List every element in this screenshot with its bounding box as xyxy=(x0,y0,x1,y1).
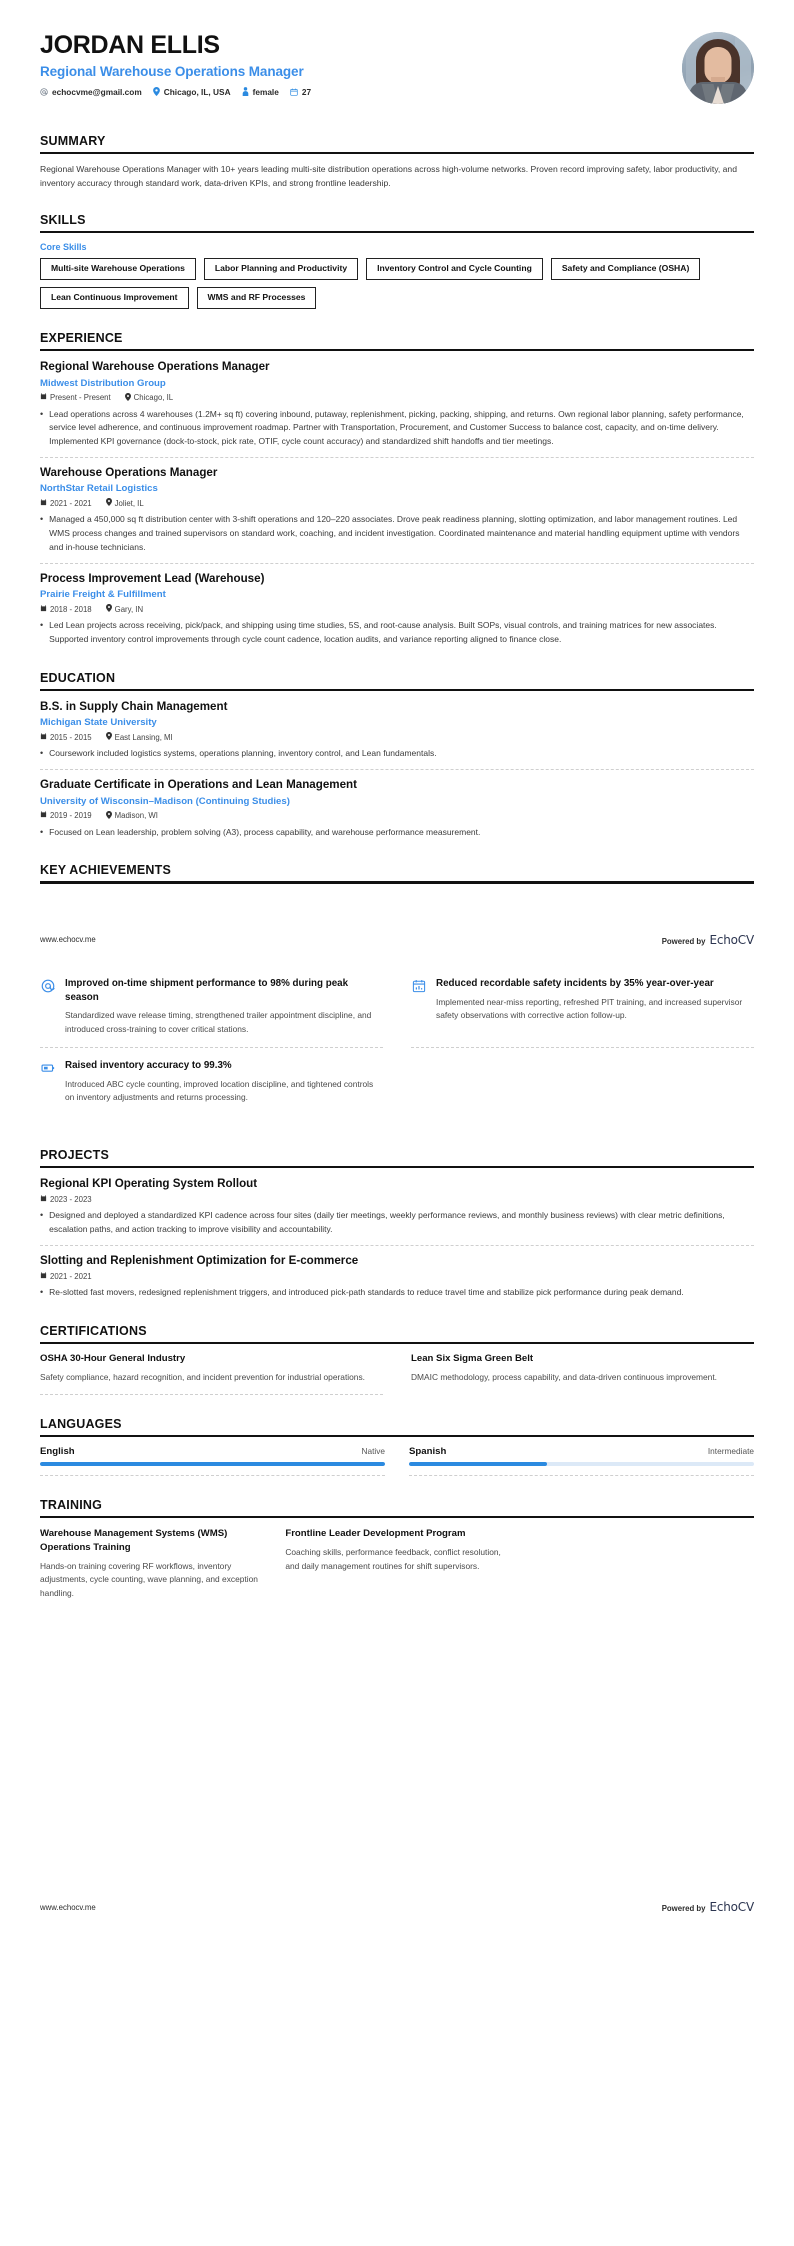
experience-dates-text: 2018 - 2018 xyxy=(50,604,92,614)
header-identity xyxy=(40,30,311,97)
battery-icon xyxy=(40,1060,56,1076)
experience-bullets xyxy=(40,619,754,647)
experience-dates-text: 2021 - 2021 xyxy=(50,498,92,508)
section-divider xyxy=(40,1435,754,1437)
bottom-spacer xyxy=(0,1600,794,1900)
languages-grid xyxy=(40,1446,754,1476)
bullet-item xyxy=(40,826,754,840)
experience-location-text: Chicago, IL xyxy=(133,393,174,403)
experience-location xyxy=(106,498,144,508)
skill-chip: Safety and Compliance (OSHA) xyxy=(551,258,701,280)
section-languages xyxy=(40,1417,754,1476)
bullet-dot: • xyxy=(40,514,44,525)
education-heading: EDUCATION xyxy=(40,670,116,685)
target-icon xyxy=(40,978,56,994)
bullet-text: Focused on Lean leadership, problem solving (A3), process capability, and warehouse performance measurement. xyxy=(49,826,481,837)
experience-dates xyxy=(40,605,92,614)
education-title: Graduate Certificate in Operations and Lean Management xyxy=(40,778,357,792)
project-bullets xyxy=(40,1209,754,1237)
key-achievement-title: Reduced recordable safety incidents by 35% year-over-year xyxy=(436,977,714,989)
language-name: English xyxy=(40,1446,75,1458)
projects-heading: PROJECTS xyxy=(40,1147,109,1162)
skill-chip: Labor Planning and Productivity xyxy=(204,258,358,280)
experience-org: NorthStar Retail Logistics xyxy=(40,483,158,495)
language-level: Intermediate xyxy=(707,1446,754,1457)
section-education xyxy=(40,671,754,842)
section-divider xyxy=(40,1516,754,1518)
skill-chip: Inventory Control and Cycle Counting xyxy=(366,258,543,280)
section-divider xyxy=(40,1342,754,1344)
footer-powered-label: Powered by xyxy=(661,1904,706,1914)
contact-row xyxy=(40,87,311,97)
bullet-text: Re-slotted fast movers, redesigned replenishment triggers, and introduced pick-path standards to reduce travel time and stabilize pick performance during peak demand. xyxy=(49,1287,684,1298)
section-divider xyxy=(40,881,754,883)
education-dates xyxy=(40,733,92,742)
key-achievement-desc: Implemented near-miss reporting, refreshed PIT training, and increased supervisor safety observations with corrective action follow-up. xyxy=(436,996,743,1021)
key-achievements-grid xyxy=(40,977,754,1126)
experience-dates xyxy=(40,393,111,402)
experience-meta xyxy=(40,498,754,508)
skill-chip: Multi-site Warehouse Operations xyxy=(40,258,196,280)
language-progress-fill xyxy=(40,1462,385,1466)
page-bottom-margin xyxy=(0,1914,794,1932)
language-item xyxy=(40,1446,385,1476)
experience-title: Warehouse Operations Manager xyxy=(40,465,218,479)
project-entry xyxy=(40,1177,754,1246)
experience-meta xyxy=(40,393,754,403)
education-location xyxy=(106,811,158,821)
contact-email[interactable] xyxy=(40,87,142,97)
bullet-dot: • xyxy=(40,748,44,759)
experience-title: Regional Warehouse Operations Manager xyxy=(40,360,270,374)
key-achievement-desc: Introduced ABC cycle counting, improved location discipline, and tightened controls on inventory adjustments and returns processing. xyxy=(65,1078,374,1103)
section-divider xyxy=(40,689,754,691)
person-icon xyxy=(242,87,249,96)
education-location-text: Madison, WI xyxy=(114,811,158,821)
training-title: Frontline Leader Development Program xyxy=(285,1528,466,1540)
experience-location-text: Gary, IN xyxy=(114,604,144,614)
key-achievement-title: Raised inventory accuracy to 99.3% xyxy=(65,1059,232,1071)
project-meta xyxy=(40,1195,754,1204)
footer-brand-name: EchoCV xyxy=(709,932,754,947)
section-training xyxy=(40,1498,754,1600)
section-divider xyxy=(40,231,754,233)
key-achievement-desc: Standardized wave release timing, strengthened trailer appointment discipline, and introduced cross-training to cover critical stations. xyxy=(65,1010,372,1035)
section-projects xyxy=(40,1148,754,1302)
footer-brand xyxy=(662,1900,754,1914)
contact-age xyxy=(290,87,311,97)
footer-brand xyxy=(662,933,754,947)
section-certifications xyxy=(40,1324,754,1395)
page-break-spacer xyxy=(0,893,794,933)
bullet-item xyxy=(40,1209,754,1237)
contact-location xyxy=(153,87,231,97)
avatar xyxy=(682,32,754,104)
section-experience xyxy=(40,331,754,649)
key-achievement-item xyxy=(40,977,383,1048)
experience-org: Prairie Freight & Fulfillment xyxy=(40,589,166,601)
candidate-job-title: Regional Warehouse Operations Manager xyxy=(40,63,304,79)
section-skills xyxy=(40,213,754,309)
language-item xyxy=(409,1446,754,1476)
page-footer xyxy=(0,1900,794,1914)
key-achievements-empty-cell xyxy=(411,1059,754,1126)
education-org: University of Wisconsin–Madison (Continuing Studies) xyxy=(40,795,290,807)
project-bullets xyxy=(40,1286,754,1300)
project-dates xyxy=(40,1195,92,1204)
location-pin-icon xyxy=(153,87,160,96)
project-dates-text: 2023 - 2023 xyxy=(50,1195,92,1205)
location-pin-icon xyxy=(106,732,112,742)
experience-entry xyxy=(40,466,754,564)
calendar-icon xyxy=(40,393,47,402)
calendar-icon xyxy=(40,605,47,614)
section-divider xyxy=(40,152,754,154)
bullet-text: Managed a 450,000 sq ft distribution center with 3-shift operations and 120–220 associates. Drove peak readiness planning, slotting optimization, and labor management routines. Led WMS process changes and trained supervisors on standard work, coaching, and incident investigation. Coordinated maintenance and material handling equipment uptime with vendors and in-house technicians. xyxy=(49,514,740,552)
location-pin-icon xyxy=(125,393,131,403)
summary-heading: SUMMARY xyxy=(40,134,106,148)
language-level: Native xyxy=(361,1446,385,1457)
location-pin-icon xyxy=(106,811,112,821)
bullet-text: Designed and deployed a standardized KPI cadence across four sites (daily tier meetings, weekly performance reviews, and monthly business reviews) with clear metric definitions, escalation paths, and action tracking to improve visibility and accountability. xyxy=(49,1210,725,1235)
experience-meta xyxy=(40,604,754,614)
candidate-name: JORDAN ELLIS xyxy=(40,31,220,59)
language-progress-bar xyxy=(40,1462,385,1466)
experience-title: Process Improvement Lead (Warehouse) xyxy=(40,571,265,585)
bullet-text: Coursework included logistics systems, operations planning, inventory control, and Lean fundamentals. xyxy=(49,748,437,759)
language-header xyxy=(40,1446,385,1457)
certification-item xyxy=(40,1353,383,1395)
email-icon xyxy=(40,88,48,96)
language-name: Spanish xyxy=(409,1446,447,1458)
education-dates-text: 2015 - 2015 xyxy=(50,732,92,742)
footer-brand-name: EchoCV xyxy=(709,1900,754,1915)
bullet-item xyxy=(40,513,754,554)
training-desc: Coaching skills, performance feedback, conflict resolution, and daily management routines for shift supervisors. xyxy=(285,1546,501,1571)
contact-location-text: Chicago, IL, USA xyxy=(163,86,231,97)
chart-calendar-icon xyxy=(411,978,427,994)
calendar-icon xyxy=(40,1195,47,1204)
key-achievement-title: Improved on-time shipment performance to 98% during peak season xyxy=(65,977,349,1003)
certification-desc: DMAIC methodology, process capability, and data-driven continuous improvement. xyxy=(411,1372,717,1383)
education-location xyxy=(106,732,173,742)
summary-text: Regional Warehouse Operations Manager with 10+ years leading multi-site distribution operations across high-volume networks. Proven record improving safety, labor productivity, and inventory accuracy through standard work, data-driven KPIs, and strong frontline leadership. xyxy=(40,164,737,189)
section-key-achievements xyxy=(40,863,754,883)
bullet-dot: • xyxy=(40,1210,44,1221)
bullet-item xyxy=(40,408,754,449)
education-entry xyxy=(40,778,754,841)
education-meta xyxy=(40,811,754,821)
bullet-dot: • xyxy=(40,408,44,419)
training-item xyxy=(40,1527,263,1600)
project-meta xyxy=(40,1272,754,1281)
languages-heading: LANGUAGES xyxy=(40,1416,122,1431)
experience-heading: EXPERIENCE xyxy=(40,330,123,345)
certification-desc: Safety compliance, hazard recognition, and incident prevention for industrial operations. xyxy=(40,1372,365,1383)
training-empty-cell xyxy=(531,1527,754,1600)
resume-header xyxy=(40,26,754,112)
location-pin-icon xyxy=(106,604,112,614)
skills-group-label: Core Skills xyxy=(40,242,87,253)
certification-item xyxy=(411,1353,754,1395)
key-achievement-item xyxy=(40,1059,383,1115)
training-heading: TRAINING xyxy=(40,1498,103,1513)
contact-email-text: echocvme@gmail.com xyxy=(52,86,142,97)
language-progress-bar xyxy=(409,1462,754,1466)
training-item xyxy=(285,1527,508,1600)
bullet-dot: • xyxy=(40,1287,44,1298)
education-bullets xyxy=(40,826,754,840)
project-dates xyxy=(40,1272,92,1281)
experience-dates-text: Present - Present xyxy=(50,393,111,403)
education-location-text: East Lansing, MI xyxy=(114,732,173,742)
calendar-icon xyxy=(40,811,47,820)
skill-chip: Lean Continuous Improvement xyxy=(40,287,189,309)
education-bullets xyxy=(40,747,754,761)
bullet-dot: • xyxy=(40,826,44,837)
location-pin-icon xyxy=(106,498,112,508)
contact-gender xyxy=(242,87,279,97)
language-header xyxy=(409,1446,754,1457)
bullet-dot: • xyxy=(40,620,44,631)
training-title: Warehouse Management Systems (WMS) Operations Training xyxy=(40,1528,228,1553)
training-desc: Hands-on training covering RF workflows, inventory adjustments, cycle counting, wave planning, and exception handling. xyxy=(40,1560,258,1598)
education-title: B.S. in Supply Chain Management xyxy=(40,699,228,713)
experience-bullets xyxy=(40,513,754,554)
footer-powered-label: Powered by xyxy=(661,936,706,946)
calendar-icon xyxy=(40,1272,47,1281)
skills-chip-list xyxy=(40,258,754,309)
education-org: Michigan State University xyxy=(40,717,157,729)
project-entry xyxy=(40,1254,754,1302)
certification-title: Lean Six Sigma Green Belt xyxy=(411,1353,534,1365)
experience-entry xyxy=(40,572,754,649)
experience-location xyxy=(106,604,143,614)
education-meta xyxy=(40,732,754,742)
calendar-icon xyxy=(40,499,47,508)
footer-url[interactable]: www.echocv.me xyxy=(40,1902,96,1912)
contact-gender-text: female xyxy=(252,86,279,97)
bullet-item xyxy=(40,747,754,761)
key-achievement-item xyxy=(411,977,754,1048)
experience-org: Midwest Distribution Group xyxy=(40,377,166,389)
project-dates-text: 2021 - 2021 xyxy=(50,1272,92,1282)
skill-chip: WMS and RF Processes xyxy=(197,287,317,309)
contact-age-text: 27 xyxy=(301,86,312,97)
certifications-grid xyxy=(40,1353,754,1395)
project-title: Regional KPI Operating System Rollout xyxy=(40,1176,258,1190)
bullet-item xyxy=(40,619,754,647)
education-entry xyxy=(40,700,754,770)
footer-url[interactable]: www.echocv.me xyxy=(40,935,96,945)
education-dates-text: 2019 - 2019 xyxy=(50,811,92,821)
training-grid xyxy=(40,1527,754,1600)
bullet-text: Lead operations across 4 warehouses (1.2M+ sq ft) covering inbound, putaway, replenishment, picking, packing, shipping, and returns. Own regional labor planning, safety performance, service level adherence, and continuous improvement roadmap. Partner with Transportation, Procurement, and Customer Success to balance cost, capacity, and on-time delivery. Implemented KPI governance (dock-to-stock, pick rate, OTIF, cycle count accuracy) and standardized shift handoffs and tier meetings. xyxy=(49,408,744,447)
section-summary xyxy=(40,134,754,191)
bullet-text: Led Lean projects across receiving, pick/pack, and shipping using time studies, 5S, and root-cause analysis. Built SOPs, visual controls, and training matrices for new associates. Supported inventory control improvements through cycle count cadence, location audits, and variance reporting aligned to finance close. xyxy=(49,620,717,644)
experience-location-text: Joliet, IL xyxy=(114,498,144,508)
section-divider xyxy=(40,1166,754,1168)
experience-location xyxy=(125,393,173,403)
experience-dates xyxy=(40,499,92,508)
experience-bullets xyxy=(40,408,754,449)
experience-entry xyxy=(40,360,754,458)
certification-title: OSHA 30-Hour General Industry xyxy=(40,1353,186,1365)
certifications-heading: CERTIFICATIONS xyxy=(40,1324,147,1339)
calendar-icon xyxy=(40,733,47,742)
section-divider xyxy=(40,349,754,351)
calendar-icon xyxy=(290,88,298,96)
key-achievements-heading: KEY ACHIEVEMENTS xyxy=(40,863,172,878)
project-title: Slotting and Replenishment Optimization for E-commerce xyxy=(40,1253,359,1267)
skills-heading: SKILLS xyxy=(40,213,86,228)
education-dates xyxy=(40,811,92,820)
bullet-item xyxy=(40,1286,754,1300)
page-footer xyxy=(0,933,794,947)
language-progress-fill xyxy=(409,1462,547,1466)
